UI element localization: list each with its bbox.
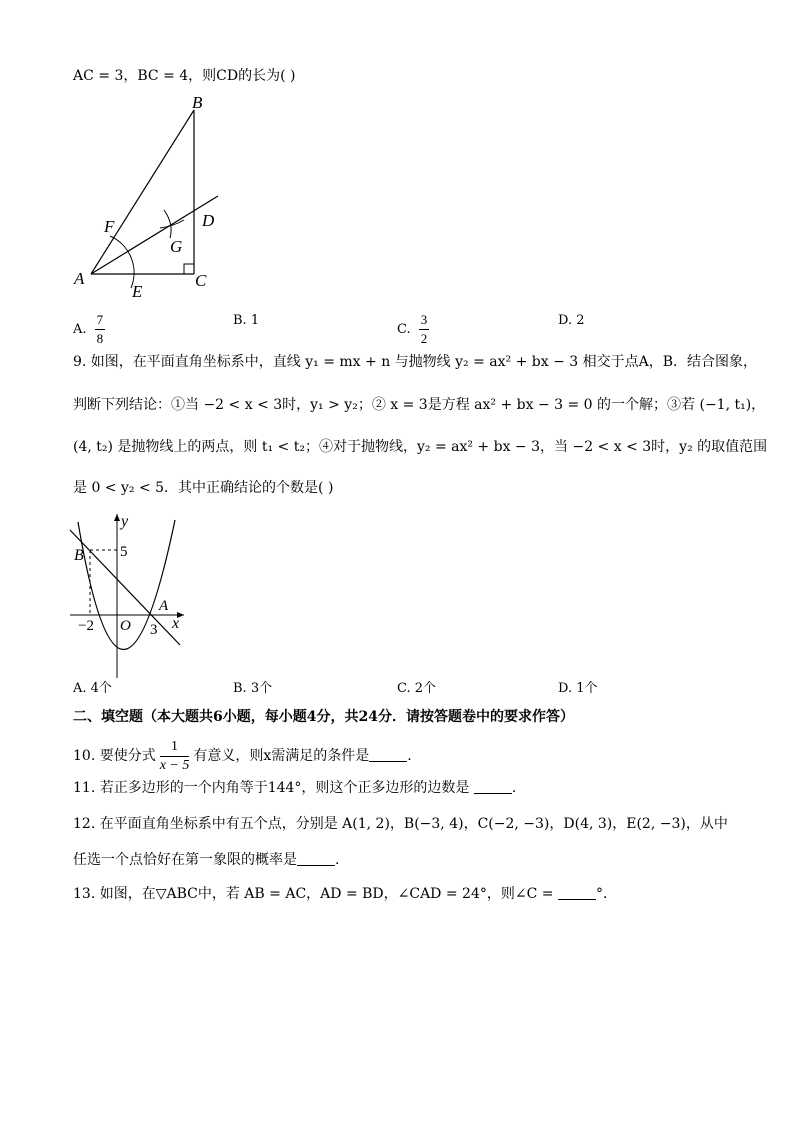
q9-option-d: D. 1个 <box>558 681 598 696</box>
graph-label-y: y <box>121 513 129 530</box>
graph-label-5: 5 <box>120 544 128 560</box>
label-D: D <box>202 211 215 230</box>
graph-label-B: B <box>74 547 84 564</box>
q10: 10. 要使分式 $\frac{1}{x - 5}$ 有意义，则x需满足的条件是 . <box>73 738 412 773</box>
q8-option-a: A. $\frac{7}{8}$ <box>73 312 104 346</box>
q9-option-c: C. 2个 <box>397 681 437 696</box>
section2-title: 二、填空题（本大题共6小题，每小题4分，共24分．请按答题卷中的要求作答） <box>73 709 574 725</box>
q9-option-a: A. 4个 <box>73 681 112 696</box>
q8-option-d: D. 2 <box>558 313 585 328</box>
label-C: C <box>195 271 207 290</box>
q8-option-c: C. $\frac{3}{2}$ <box>397 312 428 346</box>
q12-line2: 任选一个点恰好在第一象限的概率是 . <box>73 852 340 868</box>
graph-label-x: x <box>172 615 180 632</box>
graph-label-3: 3 <box>150 622 158 638</box>
q8-stem: AC = 3，BC = 4，则CD的长为( ) <box>73 68 296 84</box>
label-G: G <box>170 237 183 256</box>
q11-answer-blank[interactable] <box>474 779 512 794</box>
label-F: F <box>104 217 115 236</box>
graph-label-A: A <box>159 598 169 614</box>
q9-line3: (4, t₂) 是抛物线上的两点，则 t₁ < t₂；④对于抛物线，y₂ = ax² + bx − 3，当 −2 < x < 3时，y₂ 的取值范围 <box>73 439 768 455</box>
q8-option-b: B. 1 <box>233 313 260 328</box>
q9-line4: 是 0 < y₂ < 5．其中正确结论的个数是( ) <box>73 480 334 496</box>
q10-answer-blank[interactable] <box>369 747 407 762</box>
graph-label-neg2: −2 <box>78 618 94 634</box>
q9-option-b: B. 3个 <box>233 681 273 696</box>
q12-line1: 12. 在平面直角坐标系中有五个点，分别是 A(1, 2)，B(−3, 4)，C(−2, −3)，D(4, 3)，E(2, −3)，从中 <box>73 816 728 832</box>
label-A: A <box>74 269 85 288</box>
q12-answer-blank[interactable] <box>297 851 335 866</box>
label-E: E <box>132 282 143 301</box>
q8-triangle-figure <box>66 88 256 308</box>
q9-graph <box>66 508 190 680</box>
q9-line1: 9. 如图，在平面直角坐标系中，直线 y₁ = mx + n 与抛物线 y₂ = ax² + bx − 3 相交于点A，B．结合图象， <box>73 354 758 370</box>
graph-label-O: O <box>120 618 131 634</box>
q13: 13. 如图，在▽ABC中，若 AB = AC，AD = BD，∠CAD = 24°，则∠C = °． <box>73 886 617 902</box>
q11: 11. 若正多边形的一个内角等于144°，则这个正多边形的边数是 . <box>73 780 517 796</box>
q9-line2: 判断下列结论：①当 −2 < x < 3时，y₁ > y₂；② x = 3是方程 ax² + bx − 3 = 0 的一个解；③若 (−1, t₁)， <box>73 397 766 413</box>
label-B: B <box>192 93 203 112</box>
q13-answer-blank[interactable] <box>558 885 596 900</box>
